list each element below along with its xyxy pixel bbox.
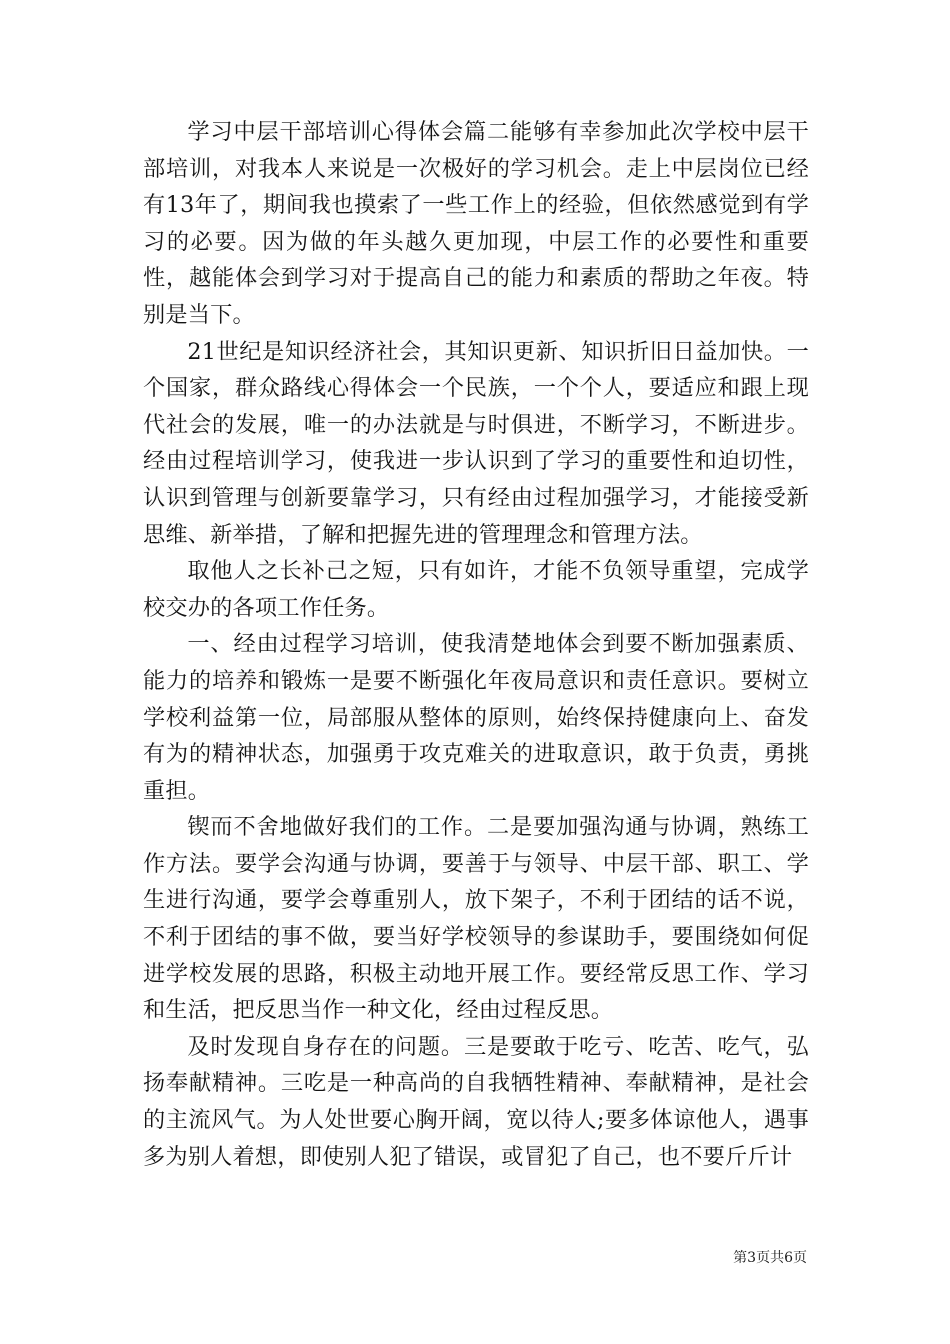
paragraph: 及时发现自身存在的问题。三是要敢于吃亏、吃苦、吃气，弘扬奉献精神。三吃是一种高尚的自我牺牲精神、奉献精神，是社会的主流风气。为人处世要心胸开阔，宽以待人;要多体谅他人，遇事多为别人着想，即使别人犯了错误，或冒犯了自己，也不要斤斤计 xyxy=(143,1033,809,1170)
body-text xyxy=(143,114,809,1175)
paragraph: 取他人之长补己之短，只有如许，才能不负领导重望，完成学校交办的各项工作任务。 xyxy=(143,558,809,621)
paragraph: 一、经由过程学习培训，使我清楚地体会到要不断加强素质、能力的培养和锻炼一是要不断强化年夜局意识和责任意识。要树立学校利益第一位，局部服从整体的原则，始终保持健康向上、奋发有为的精神状态，加强勇于攻克难关的进取意识，敢于负责，勇挑重担。 xyxy=(143,631,809,804)
paragraph: 锲而不舍地做好我们的工作。二是要加强沟通与协调，熟练工作方法。要学会沟通与协调，要善于与领导、中层干部、职工、学生进行沟通，要学会尊重别人，放下架子，不利于团结的话不说，不利于团结的事不做，要当好学校领导的参谋助手，要围绕如何促进学校发展的思路，积极主动地开展工作。要经常反思工作、学习和生活，把反思当作一种文化，经由过程反思。 xyxy=(143,814,809,1024)
page-number-footer: 第3页共6页 xyxy=(733,1250,807,1266)
paragraph: 21世纪是知识经济社会，其知识更新、知识折旧日益加快。一个国家，群众路线心得体会一个民族，一个个人，要适应和跟上现代社会的发展，唯一的办法就是与时俱进，不断学习，不断进步。经由过程培训学习，使我进一步认识到了学习的重要性和迫切性，认识到管理与创新要靠学习，只有经由过程加强学习，才能接受新思维、新举措，了解和把握先进的管理理念和管理方法。 xyxy=(143,338,809,548)
paragraph: 学习中层干部培训心得体会篇二能够有幸参加此次学校中层干部培训，对我本人来说是一次极好的学习机会。走上中层岗位已经有13年了，期间我也摸索了一些工作上的经验，但依然感觉到有学习的必要。因为做的年头越久更加现，中层工作的必要性和重要性，越能体会到学习对于提高自己的能力和素质的帮助之年夜。特别是当下。 xyxy=(143,119,809,328)
